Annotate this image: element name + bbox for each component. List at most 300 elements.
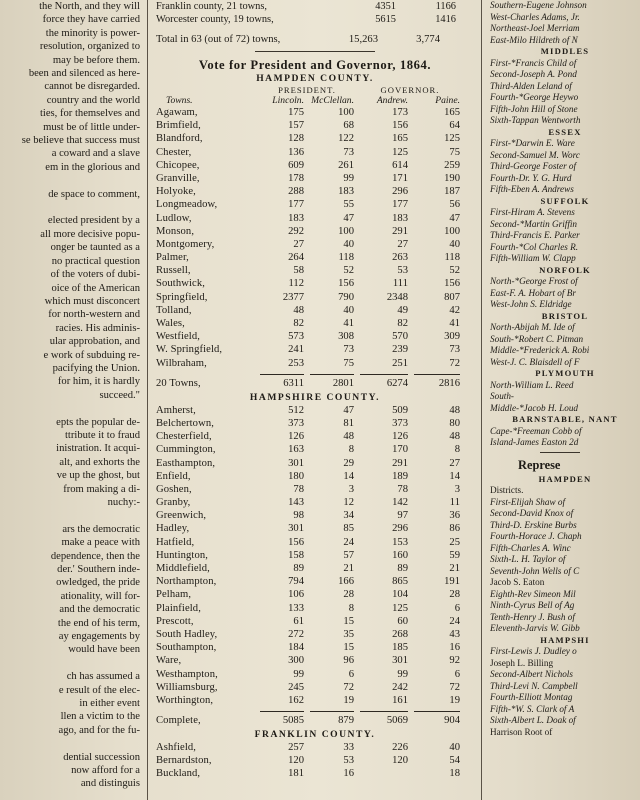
table-row (156, 198, 474, 211)
vote-count: 301 (288, 457, 304, 469)
candidate-line: Third-Alden Leland of (490, 80, 572, 91)
candidate-line: First-Elijah Shaw of (490, 496, 566, 507)
table-row (156, 251, 474, 264)
town-name: Easthampton, (156, 457, 216, 469)
vote-count: 11 (449, 497, 460, 509)
town-name: Palmer, (156, 252, 189, 264)
divider (255, 51, 375, 52)
vote-count: 156 (338, 278, 354, 290)
article-line: oice of the American (51, 282, 140, 294)
vote-count: 3 (454, 483, 460, 495)
candidate-line: North-*George Frost of (490, 276, 578, 286)
vote-count: 609 (288, 159, 304, 171)
vote-count: 8 (348, 444, 354, 456)
vote-count: 72 (343, 681, 354, 693)
vote-count: 14 (449, 470, 460, 482)
candidate-line: East-Milo Hildreth of N (490, 34, 578, 45)
article-line: epts the popular de- (56, 416, 140, 428)
vote-count: 300 (288, 655, 304, 667)
hampden-county-heading: HAMPDEN COUNTY. (256, 73, 374, 84)
candidate-line: South-*Robert C. Pitman (490, 333, 584, 344)
article-line: ay engagements by (58, 631, 140, 643)
candidate-line: Fifth-Charles A. Winc (490, 542, 571, 553)
table-row (156, 417, 474, 430)
vote-count: 301 (288, 523, 304, 535)
vote-count: 111 (392, 278, 408, 290)
table-row (156, 496, 474, 509)
vote-count: 126 (288, 431, 304, 443)
town-name: Goshen, (156, 483, 192, 495)
article-line: e result of the elec- (58, 684, 140, 696)
article-line: must be of little under- (43, 121, 140, 133)
article-line: and distinguis (80, 778, 140, 790)
town-name: Ashfield, (156, 742, 197, 754)
vote-count: 89 (293, 563, 304, 574)
article-line: nuchy:- (107, 496, 140, 508)
left-article-column (0, 0, 146, 800)
vote-count: 183 (392, 212, 408, 224)
vote-count: 80 (449, 417, 460, 429)
article-line: ationality, will for- (60, 590, 140, 602)
article-line: dential succession (63, 751, 140, 763)
article-line: and the democratic (59, 604, 140, 616)
candidate-line: Jacob S. Eaton (490, 577, 545, 587)
article-line: ties, for themselves and (39, 108, 140, 120)
vote-count: 6274 (386, 377, 408, 389)
vote-count: 78 (293, 483, 304, 495)
vote-count: 2377 (282, 291, 304, 303)
candidate-line: First-*Darwin E. Ware (490, 138, 575, 148)
candidate-headers (156, 95, 474, 106)
town-name: 20 Towns, (156, 377, 201, 389)
table-row (156, 641, 474, 654)
article-line: ars the democratic (62, 523, 140, 535)
franklin-table (156, 741, 474, 781)
candidate-line: Middle-*Frederick A. Robi (490, 345, 590, 355)
article-line: force they have carried (42, 14, 140, 26)
vote-count: 190 (444, 172, 460, 184)
vote-count: 52 (343, 265, 354, 277)
vote-count: 180 (288, 470, 304, 482)
town-name: Chesterfield, (156, 431, 212, 443)
town-name: Agawam, (156, 107, 198, 118)
article-line: ch has assumed a (66, 671, 140, 683)
table-row (156, 404, 474, 417)
andrew-header: Andrew. (376, 95, 408, 106)
vote-count: 288 (288, 186, 304, 198)
candidate-line: West-John S. Eldridge (490, 299, 572, 309)
vote-count: 48 (293, 304, 304, 316)
vote-count: 75 (343, 357, 354, 369)
article-line (0, 737, 140, 750)
candidate-line: North-William L. Reed (490, 379, 574, 390)
vote-count: 904 (444, 715, 460, 727)
vote-count: 85 (343, 523, 354, 535)
vote-count: 86 (449, 523, 460, 535)
article-line: for north-western and (48, 309, 140, 321)
vote-count: 158 (288, 549, 304, 561)
town-name: Middlefield, (156, 563, 210, 574)
vote-count: 48 (449, 431, 460, 443)
governor-header: GOVERNOR. (380, 85, 440, 95)
vote-count: 89 (397, 563, 408, 574)
vote-count: 41 (449, 318, 460, 329)
vote-count: 35 (343, 628, 354, 640)
article-line (0, 174, 140, 187)
vote-count: 253 (288, 357, 304, 369)
candidate-line: North-Abijah M. Ide of (490, 322, 575, 332)
candidate-line: Southern-Eugene Johnson (490, 0, 587, 10)
summary-cell: 1416 (435, 14, 456, 25)
town-name: W. Springfield, (156, 344, 223, 356)
summary-cell: Worcester county, 19 towns, (156, 14, 274, 25)
vote-count: 162 (288, 694, 304, 706)
town-name: South Hadley, (156, 628, 218, 640)
vote-count: 573 (288, 331, 304, 343)
candidate-line: Island-James Easton 2d (490, 437, 579, 447)
vote-count: 6 (454, 602, 460, 614)
table-row (156, 159, 474, 172)
vote-count: 49 (397, 304, 408, 316)
vote-count: 292 (288, 225, 304, 237)
town-name: Monson, (156, 225, 195, 237)
vote-count: 15 (343, 642, 354, 654)
vote-count: 268 (392, 628, 408, 640)
vote-count: 53 (397, 265, 408, 277)
summary-row (156, 0, 474, 13)
vote-count: 184 (288, 642, 304, 654)
article-line: em in the glorious and (45, 161, 140, 173)
vote-count: 27 (397, 238, 408, 250)
candidate-line: Third-George Foster of (490, 161, 577, 171)
article-line: pacifying the Union. (52, 362, 140, 374)
article-line: e work of subduing re- (43, 349, 140, 361)
table-row (156, 146, 474, 159)
lincoln-header: Lincoln. (272, 95, 304, 106)
table-row (156, 575, 474, 588)
article-line: ve up the ghost, but (56, 470, 140, 482)
table-row (156, 681, 474, 694)
vote-count: 133 (288, 602, 304, 614)
table-row (156, 483, 474, 496)
vote-count: 173 (392, 107, 408, 118)
vote-count: 106 (288, 589, 304, 601)
article-line: cannot be disregarded. (44, 81, 140, 93)
table-row (156, 172, 474, 185)
vote-count: 373 (392, 417, 408, 429)
summary-row (156, 13, 474, 26)
table-row (156, 304, 474, 317)
town-name: Russell, (156, 265, 191, 277)
article-line: make a peace with (61, 537, 140, 549)
vote-count: 96 (343, 655, 354, 667)
vote-count: 16 (449, 642, 460, 654)
vote-count: 177 (288, 199, 304, 211)
vote-count: 291 (392, 457, 408, 469)
article-line: elected president by a (47, 215, 140, 227)
table-row (156, 668, 474, 681)
article-line: now afford for a (71, 765, 140, 777)
summary-cell: Franklin county, 21 towns, (156, 1, 268, 12)
town-name: Granby, (156, 497, 191, 509)
vote-count: 42 (449, 304, 460, 316)
total-line (156, 32, 474, 48)
candidate-line: Districts. (490, 485, 524, 495)
vote-count: 28 (343, 589, 354, 601)
vote-count: 100 (444, 225, 460, 237)
table-row (156, 712, 474, 729)
vote-count: 68 (343, 120, 354, 132)
candidate-line: Second-Albert Nichols (490, 669, 573, 679)
vote-count: 29 (343, 457, 354, 469)
vote-count: 97 (397, 510, 408, 522)
vote-count: 157 (288, 120, 304, 132)
article-line: country and the world (46, 94, 140, 106)
table-row (156, 106, 474, 119)
vote-count: 64 (449, 120, 460, 132)
towns-header: Towns. (166, 95, 193, 106)
candidate-line: Fourth-Elliott Montag (490, 692, 573, 702)
table-row (156, 119, 474, 132)
vote-count: 128 (288, 133, 304, 145)
vote-count: 120 (288, 755, 304, 767)
article-line: a coward and a slave (51, 148, 140, 160)
table-row (156, 767, 474, 780)
candidate-line: West-Charles Adams, Jr. (490, 11, 580, 22)
candidate-line: West-J. C. Blaisdell of F (490, 356, 580, 367)
article-line: of the voters of dubi- (50, 269, 140, 281)
candidate-line: Second-Samuel M. Worc (490, 149, 580, 160)
vote-count: 865 (392, 576, 408, 588)
candidate-line: Seventh-John Wells of C (490, 565, 580, 576)
town-name: Worthington, (156, 694, 214, 706)
vote-count: 512 (288, 404, 304, 416)
vote-count: 156 (444, 278, 460, 290)
vote-count: 263 (392, 252, 408, 264)
table-row (156, 470, 474, 483)
town-name: Plainfield, (156, 602, 201, 614)
vote-count: 241 (288, 344, 304, 356)
vote-count: 56 (449, 199, 460, 211)
vote-count: 61 (293, 615, 304, 627)
article-line: ular approbation, and (49, 336, 140, 348)
vote-count: 272 (288, 628, 304, 640)
article-line: in either event (79, 698, 140, 710)
vote-count: 309 (444, 331, 460, 343)
vote-count: 98 (293, 510, 304, 522)
town-name: Wilbraham, (156, 357, 207, 369)
vote-count: 55 (343, 199, 354, 211)
vote-count: 73 (343, 146, 354, 158)
article-line: for him, it is hardly (57, 376, 140, 388)
table-row (156, 238, 474, 251)
vote-count: 165 (444, 107, 460, 118)
vote-count: 189 (392, 470, 408, 482)
vote-count: 21 (449, 563, 460, 574)
table-row (156, 443, 474, 456)
town-name: Springfield, (156, 291, 208, 303)
vote-count: 242 (392, 681, 408, 693)
article-line (0, 402, 140, 415)
vote-count: 41 (343, 318, 354, 329)
total-b: 3,774 (416, 34, 440, 45)
vote-count: 33 (343, 742, 354, 754)
vote-count: 177 (392, 199, 408, 211)
town-name: Southampton, (156, 642, 217, 654)
article-line: llen a victim to the (60, 711, 140, 723)
article-line: succeed." (99, 389, 140, 401)
vote-count: 72 (449, 357, 460, 369)
vote-count: 165 (392, 133, 408, 145)
table-row (156, 615, 474, 628)
vote-count: 125 (392, 146, 408, 158)
vote-count: 27 (449, 457, 460, 469)
article-line: racies. His adminis- (55, 322, 140, 334)
vote-count: 16 (343, 768, 354, 780)
vote-count: 118 (338, 252, 354, 264)
town-name: Longmeadow, (156, 199, 218, 211)
vote-count: 99 (343, 172, 354, 184)
article-line: ago, and for the fu- (58, 724, 140, 736)
vote-count: 126 (392, 431, 408, 443)
vote-count: 92 (449, 655, 460, 667)
table-row (156, 694, 474, 707)
vote-count: 509 (392, 404, 408, 416)
vote-count: 47 (343, 404, 354, 416)
candidate-line: Ninth-Cyrus Bell of Ag (490, 600, 575, 610)
town-name: Blandford, (156, 133, 203, 145)
article-line: the North, and they will (39, 1, 140, 12)
vote-count (360, 767, 408, 780)
town-name: Brimfield, (156, 120, 201, 132)
hampden-table (156, 106, 474, 370)
vote-count: 191 (444, 576, 460, 588)
vote-count: 40 (449, 238, 460, 250)
vote-count: 181 (288, 768, 304, 780)
article-line: de space to comment, (48, 188, 140, 200)
candidate-line: Eighth-Rev Simeon Mil (490, 588, 576, 599)
district-heading: BARNSTABLE, NANT (512, 414, 618, 424)
vote-count: 570 (392, 331, 408, 343)
candidate-line: Fourth-*George Heywo (490, 92, 579, 102)
table-row (156, 562, 474, 575)
candidate-line: Joseph L. Billing (490, 657, 554, 668)
article-line: would have been (68, 644, 140, 656)
candidate-line: First-Hiram A. Stevens (490, 207, 575, 217)
table-row (156, 264, 474, 277)
hampshire-county-heading: HAMPSHIRE COUNTY. (249, 391, 381, 403)
summary-cell: 1166 (435, 1, 456, 12)
vote-count: 125 (392, 602, 408, 614)
article-line: no practical question (51, 255, 140, 267)
vote-count: 40 (343, 304, 354, 316)
town-name: Prescott, (156, 615, 194, 627)
vote-count: 296 (392, 186, 408, 198)
town-name: Montgomery, (156, 238, 215, 250)
vote-count: 2801 (332, 377, 354, 389)
vote-count: 104 (392, 589, 408, 601)
total-a: 15,263 (348, 34, 378, 45)
article-line: alt, and exhorts the (59, 456, 140, 468)
hampshire-table (156, 404, 474, 707)
candidate-line: Cape-*Freeman Cobb of (490, 425, 582, 436)
table-row (156, 317, 474, 330)
vote-count: 99 (397, 668, 408, 680)
town-name: Ludlow, (156, 212, 192, 224)
vote-count: 183 (288, 212, 304, 224)
vote-count: 40 (343, 238, 354, 250)
vote-count: 2348 (386, 291, 408, 303)
town-name: Amherst, (156, 404, 196, 416)
vote-count: 21 (343, 563, 354, 574)
vote-count: 5085 (282, 715, 304, 727)
district-heading: PLYMOUTH (535, 368, 595, 378)
candidate-line: Sixth-Albert L. Doak of (490, 715, 576, 725)
article-line: onger be taunted as a (50, 242, 140, 254)
vote-count: 259 (444, 159, 460, 171)
vote-count: 170 (392, 444, 408, 456)
vote-count: 72 (449, 681, 460, 693)
vote-count: 291 (392, 225, 408, 237)
vote-heading: Vote for President and Governor, 1864. (198, 58, 432, 72)
vote-count: 296 (392, 523, 408, 535)
table-row (156, 185, 474, 198)
vote-count: 36 (449, 510, 460, 522)
summary-cell: 5615 (375, 14, 396, 25)
mcclellan-header: McClellan. (311, 95, 354, 106)
table-row (156, 457, 474, 470)
article-line: the minority is power- (45, 27, 140, 39)
candidate-line: East-F. A. Hobart of Br (490, 287, 576, 298)
table-row (156, 522, 474, 535)
summary-cell: 4351 (375, 1, 396, 12)
vote-count: 257 (288, 742, 304, 754)
article-line: dependence, then the (50, 550, 140, 562)
vote-count: 261 (338, 159, 354, 171)
table-row (156, 654, 474, 667)
town-name: Westfield, (156, 331, 200, 343)
candidate-line: Third-D. Erskine Burbs (490, 519, 577, 530)
vote-count: 47 (343, 212, 354, 224)
vote-count: 99 (293, 668, 304, 680)
district-heading: MIDDLES (540, 46, 590, 56)
vote-count: 187 (444, 186, 460, 198)
vote-count: 52 (449, 265, 460, 277)
vote-count: 120 (392, 755, 408, 767)
candidate-line: Northeast-Joel Merriam (490, 23, 580, 33)
vote-count: 171 (392, 172, 408, 184)
vote-count: 122 (338, 133, 354, 145)
table-row (156, 291, 474, 304)
table-row (156, 536, 474, 549)
candidate-line: Tenth-Henry J. Bush of (490, 611, 575, 622)
vote-count: 24 (343, 536, 354, 548)
vote-count: 48 (449, 404, 460, 416)
district-heading: HAMPDEN (538, 473, 592, 484)
section-heading: Represe (518, 457, 561, 472)
article-line (0, 509, 140, 522)
article-line: all more decisive popu- (40, 228, 140, 240)
town-name: Williamsburg, (156, 681, 218, 693)
divider (540, 452, 580, 453)
town-name: Westhampton, (156, 668, 218, 680)
vote-count: 58 (293, 265, 304, 277)
vote-count: 47 (449, 212, 460, 224)
vote-count: 6311 (283, 377, 304, 389)
district-heading: ESSEX (548, 126, 582, 137)
town-name: Belchertown, (156, 417, 214, 429)
vote-count: 14 (343, 470, 354, 482)
